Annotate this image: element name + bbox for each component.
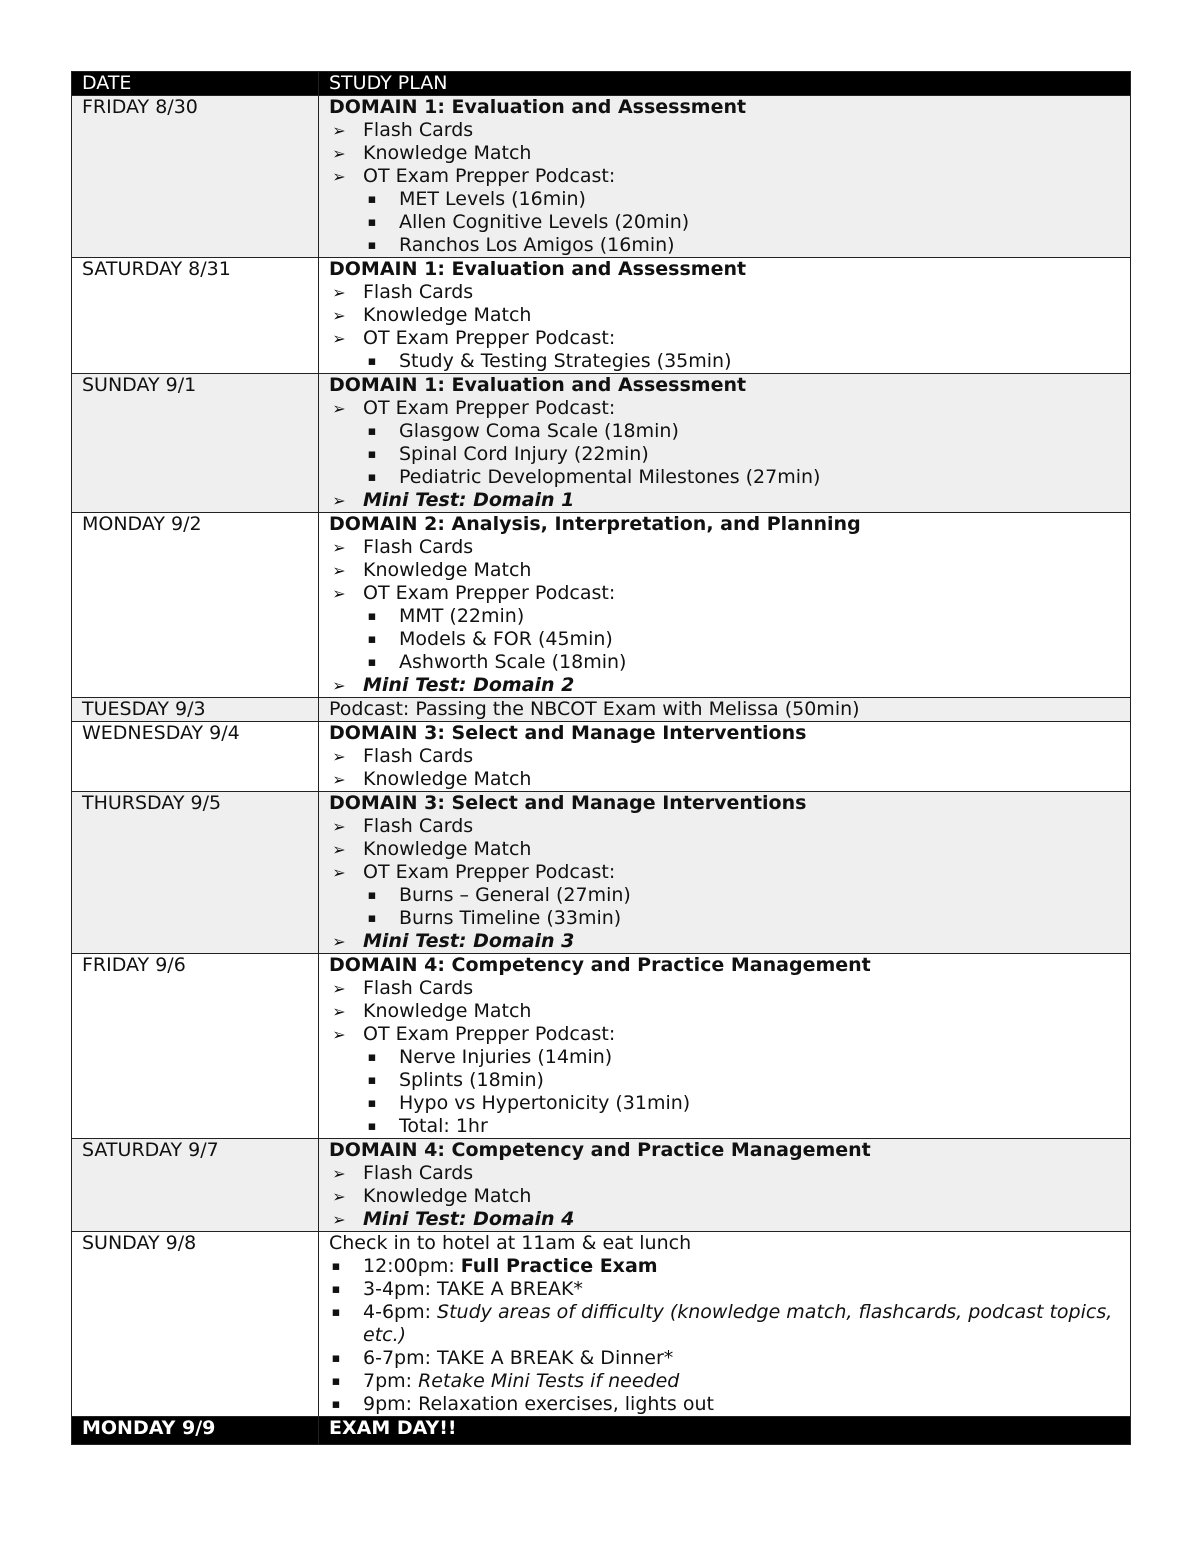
row-plan [319, 513, 1131, 698]
row-plan [319, 722, 1131, 792]
list-item: ➢ Knowledge Match [329, 768, 1130, 791]
sub-list-item: ▪ Burns Timeline (33min) [329, 907, 1130, 930]
list-item: ➢ Flash Cards [329, 119, 1130, 142]
list-item: ➢ OT Exam Prepper Podcast: [329, 861, 1130, 884]
list-item: ➢ OT Exam Prepper Podcast: [329, 327, 1130, 350]
arrow-bullet-icon: ➢ [332, 1187, 346, 1206]
table-row [72, 374, 1131, 513]
arrow-bullet-icon: ➢ [332, 329, 346, 348]
square-bullet-icon: ▪ [331, 1282, 341, 1297]
table-row [72, 96, 1131, 258]
mini-test-item: ➢ Mini Test: Domain 1 [329, 489, 1130, 512]
list-item: ➢ OT Exam Prepper Podcast: [329, 397, 1130, 420]
square-bullet-icon: ▪ [367, 911, 377, 926]
row-plan [319, 1232, 1131, 1417]
mini-test-item: ➢ Mini Test: Domain 2 [329, 674, 1130, 697]
list-item: ➢ Flash Cards [329, 745, 1130, 768]
arrow-bullet-icon: ➢ [332, 979, 346, 998]
list-item: ➢ OT Exam Prepper Podcast: [329, 582, 1130, 605]
sub-list-item: ▪ Spinal Cord Injury (22min) [329, 443, 1130, 466]
table-row [72, 1232, 1131, 1417]
square-bullet-icon: ▪ [367, 470, 377, 485]
arrow-bullet-icon: ➢ [332, 283, 346, 302]
sub-list-item: ▪ Allen Cognitive Levels (20min) [329, 211, 1130, 234]
row-plan [319, 258, 1131, 374]
square-bullet-icon: ▪ [367, 1073, 377, 1088]
list-item: ➢ Flash Cards [329, 977, 1130, 1000]
domain-heading: DOMAIN 4: Competency and Practice Management [329, 1139, 871, 1161]
square-bullet-icon: ▪ [367, 192, 377, 207]
arrow-bullet-icon: ➢ [332, 1164, 346, 1183]
domain-heading: DOMAIN 1: Evaluation and Assessment [329, 374, 747, 396]
square-bullet-icon: ▪ [367, 1096, 377, 1111]
row-date: WEDNESDAY 9/4 [72, 722, 319, 792]
table-row [72, 792, 1131, 954]
arrow-bullet-icon: ➢ [332, 1002, 346, 1021]
arrow-bullet-icon: ➢ [332, 144, 346, 163]
square-bullet-icon: ▪ [331, 1259, 341, 1274]
study-plan-table [71, 71, 1131, 1445]
schedule-item: ▪ 7pm: Retake Mini Tests if needed [329, 1370, 1130, 1393]
row-plan [319, 374, 1131, 513]
row-plan [319, 792, 1131, 954]
square-bullet-icon: ▪ [367, 609, 377, 624]
table-row [72, 1139, 1131, 1232]
table-row [72, 722, 1131, 792]
table-row [72, 954, 1131, 1139]
date-column-header: DATE [72, 72, 319, 96]
day-intro: Check in to hotel at 11am & eat lunch [329, 1232, 692, 1254]
sub-list-item: ▪ Pediatric Developmental Milestones (27min) [329, 466, 1130, 489]
schedule-item: ▪ 4-6pm: Study areas of difficulty (knowledge match, flashcards, podcast topics, etc.) [329, 1301, 1130, 1347]
list-item: ➢ Flash Cards [329, 281, 1130, 304]
list-item: ➢ Knowledge Match [329, 559, 1130, 582]
row-date: SATURDAY 8/31 [72, 258, 319, 374]
arrow-bullet-icon: ➢ [332, 863, 346, 882]
domain-heading: DOMAIN 2: Analysis, Interpretation, and Planning [329, 513, 861, 535]
list-item: ➢ Flash Cards [329, 536, 1130, 559]
study-plan-column-header: STUDY PLAN [319, 72, 1131, 96]
sub-list-item: ▪ Ranchos Los Amigos (16min) [329, 234, 1130, 257]
square-bullet-icon: ▪ [367, 424, 377, 439]
sub-list-item: ▪ Models & FOR (45min) [329, 628, 1130, 651]
schedule-item: ▪ 12:00pm: Full Practice Exam [329, 1255, 1130, 1278]
list-item: ➢ Knowledge Match [329, 838, 1130, 861]
square-bullet-icon: ▪ [367, 1119, 377, 1134]
sub-list-item: ▪ Ashworth Scale (18min) [329, 651, 1130, 674]
list-item: ➢ Knowledge Match [329, 142, 1130, 165]
square-bullet-icon: ▪ [331, 1397, 341, 1412]
row-note: EXAM DAY!! [319, 1417, 1131, 1445]
square-bullet-icon: ▪ [367, 215, 377, 230]
square-bullet-icon: ▪ [367, 888, 377, 903]
row-date: THURSDAY 9/5 [72, 792, 319, 954]
sub-list-item: ▪ Study & Testing Strategies (35min) [329, 350, 1130, 373]
sub-list-item: ▪ Nerve Injuries (14min) [329, 1046, 1130, 1069]
arrow-bullet-icon: ➢ [332, 1210, 346, 1229]
arrow-bullet-icon: ➢ [332, 167, 346, 186]
square-bullet-icon: ▪ [367, 447, 377, 462]
sub-list-item: ▪ Burns – General (27min) [329, 884, 1130, 907]
square-bullet-icon: ▪ [367, 1050, 377, 1065]
domain-heading: DOMAIN 3: Select and Manage Interventions [329, 792, 807, 814]
arrow-bullet-icon: ➢ [332, 306, 346, 325]
list-item: ➢ OT Exam Prepper Podcast: [329, 1023, 1130, 1046]
row-date: TUESDAY 9/3 [72, 698, 319, 722]
square-bullet-icon: ▪ [367, 354, 377, 369]
domain-heading: DOMAIN 4: Competency and Practice Management [329, 954, 871, 976]
arrow-bullet-icon: ➢ [332, 491, 346, 510]
schedule-item: ▪ 3-4pm: TAKE A BREAK* [329, 1278, 1130, 1301]
row-plan [319, 954, 1131, 1139]
table-row [72, 258, 1131, 374]
arrow-bullet-icon: ➢ [332, 121, 346, 140]
arrow-bullet-icon: ➢ [332, 840, 346, 859]
arrow-bullet-icon: ➢ [332, 770, 346, 789]
list-item: ➢ Knowledge Match [329, 304, 1130, 327]
domain-heading: DOMAIN 1: Evaluation and Assessment [329, 258, 747, 280]
arrow-bullet-icon: ➢ [332, 561, 346, 580]
row-date: SUNDAY 9/1 [72, 374, 319, 513]
arrow-bullet-icon: ➢ [332, 399, 346, 418]
arrow-bullet-icon: ➢ [332, 817, 346, 836]
mini-test-item: ➢ Mini Test: Domain 3 [329, 930, 1130, 953]
row-note: Podcast: Passing the NBCOT Exam with Melissa (50min) [319, 698, 1131, 722]
arrow-bullet-icon: ➢ [332, 932, 346, 951]
schedule-item: ▪ 6-7pm: TAKE A BREAK & Dinner* [329, 1347, 1130, 1370]
row-date: FRIDAY 9/6 [72, 954, 319, 1139]
domain-heading: DOMAIN 1: Evaluation and Assessment [329, 96, 747, 118]
row-plan [319, 96, 1131, 258]
row-plan [319, 1139, 1131, 1232]
domain-heading: DOMAIN 3: Select and Manage Interventions [329, 722, 807, 744]
square-bullet-icon: ▪ [331, 1351, 341, 1366]
arrow-bullet-icon: ➢ [332, 584, 346, 603]
exam-day-row [72, 1417, 1131, 1445]
arrow-bullet-icon: ➢ [332, 747, 346, 766]
square-bullet-icon: ▪ [367, 238, 377, 253]
row-date: MONDAY 9/9 [72, 1417, 319, 1445]
sub-list-item: ▪ Total: 1hr [329, 1115, 1130, 1138]
arrow-bullet-icon: ➢ [332, 538, 346, 557]
sub-list-item: ▪ MET Levels (16min) [329, 188, 1130, 211]
table-row [72, 698, 1131, 722]
sub-list-item: ▪ MMT (22min) [329, 605, 1130, 628]
sub-list-item: ▪ Hypo vs Hypertonicity (31min) [329, 1092, 1130, 1115]
list-item: ➢ Flash Cards [329, 1162, 1130, 1185]
schedule-item: ▪ 9pm: Relaxation exercises, lights out [329, 1393, 1130, 1416]
list-item: ➢ Knowledge Match [329, 1000, 1130, 1023]
mini-test-item: ➢ Mini Test: Domain 4 [329, 1208, 1130, 1231]
row-date: SUNDAY 9/8 [72, 1232, 319, 1417]
square-bullet-icon: ▪ [331, 1374, 341, 1389]
arrow-bullet-icon: ➢ [332, 676, 346, 695]
square-bullet-icon: ▪ [367, 632, 377, 647]
row-date: SATURDAY 9/7 [72, 1139, 319, 1232]
list-item: ➢ Knowledge Match [329, 1185, 1130, 1208]
square-bullet-icon: ▪ [331, 1305, 341, 1320]
arrow-bullet-icon: ➢ [332, 1025, 346, 1044]
table-header-row [72, 72, 1131, 96]
sub-list-item: ▪ Splints (18min) [329, 1069, 1130, 1092]
row-date: FRIDAY 8/30 [72, 96, 319, 258]
table-row [72, 513, 1131, 698]
row-date: MONDAY 9/2 [72, 513, 319, 698]
list-item: ➢ OT Exam Prepper Podcast: [329, 165, 1130, 188]
sub-list-item: ▪ Glasgow Coma Scale (18min) [329, 420, 1130, 443]
square-bullet-icon: ▪ [367, 655, 377, 670]
list-item: ➢ Flash Cards [329, 815, 1130, 838]
